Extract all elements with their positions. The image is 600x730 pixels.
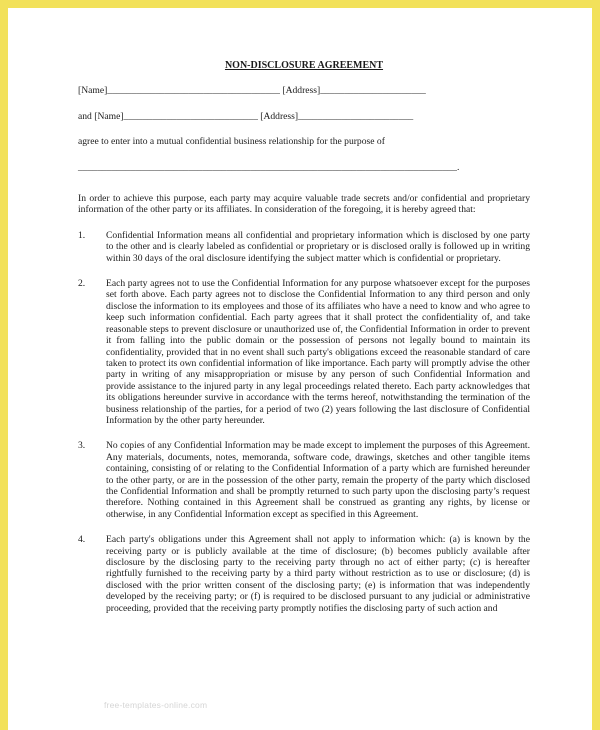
clause-number: 1. [78,229,86,241]
clause-3 [78,440,530,520]
clause-number: 4. [78,534,86,546]
clause-text: No copies of any Confidential Information may be made except to implement the purposes of this Agreement. Any materials, documents, notes, memoranda, software code, drawings, sketches and other tangible items containing, consisting of or relating to the Confidential Information of a party which are furnished hereunder to the other party, or are in the possession of the other party, remain the property of the party which disclosed the Confidential Information and shall be promptly returned to such party upon the disclosing party’s request therefore. Nothing contained in this Agreement shall be construed as granting any rights, by license or otherwise, in any Confidential Information except as specified in this Agreement. [106,440,530,520]
document-page [78,60,530,628]
document-title: NON-DISCLOSURE AGREEMENT [224,60,384,71]
purpose-line: agree to enter into a mutual confidential business relationship for the purpose of [78,136,385,148]
clause-text: Each party's obligations under this Agreement shall not apply to information which: (a) is known by the receiving party or is publicly available at the time of disclosure; (b) becomes publicly available after disclosure by the disclosing party to the receiving party through no act of either party; (c) is hereafter rightfully furnished to the receiving party by a third party without restriction as to use or disclosure; (d) is disclosed with the prior written consent of the disclosing party; (e) is information that was independently developed by the receiving party; or (f) is required to be disclosed pursuant to any judicial or administrative proceeding, provided that the receiving party promptly notifies the disclosing party of such action and [106,534,530,614]
watermark-text: free-templates-online.com [104,700,208,710]
clause-number: 2. [78,278,86,290]
clause-4 [78,534,530,614]
intro-paragraph: In order to achieve this purpose, each party may acquire valuable trade secrets and/or confidential and proprietary information of the other party or its affiliates. In consideration of the foregoing, it is hereby agreed that: [78,193,530,216]
clause-text: Each party agrees not to use the Confidential Information for any purpose whatsoever except for the purposes set forth above. Each party agrees not to disclose the Confidential Information to any third person and only disclose the information to its employees and those of its affiliates who have a need to know and who agree to keep such information confidential. Each party agrees that it shall protect the confidentiality of, and take reasonable steps to prevent disclosure or unauthorized use of, the Confidential Information in order to prevent it from falling into the public domain or the possession of persons not legally bound to maintain its confidentiality, provided that in no event shall such party's obligations exceed the reasonable standard of care taken to protect its own confidential information of like importance. Each party will promptly advise the other party in writing of any misappropriation or misuse by any person of such Confidential Information and provide assistance to the injured party in any legal proceedings related thereto. Each party acknowledges that its obligations hereunder survive in accordance with the terms hereof, notwithstanding the termination of the business relationship of the parties, for a period of two (2) years following the last disclosure of Confidential Information by the other party hereunder. [106,278,530,426]
clause-number: 3. [78,440,86,452]
clause-1 [78,230,530,264]
party-two-line: and [Name]____________________________ [Address]________________________ [78,110,414,122]
clause-text: Confidential Information means all confidential and proprietary information which is disclosed by one party to the other and is clearly labeled as confidential or proprietary or is disclosed orally is followed up in writing within 30 days of the oral disclosure identifying the subject matter which is confidential or proprietary. [106,229,530,264]
clause-2 [78,278,530,426]
document-frame [8,8,592,730]
purpose-blank-line: _______________________________________________________________________________. [78,161,460,173]
party-one-line: [Name]____________________________________ [Address]______________________ [78,85,426,97]
